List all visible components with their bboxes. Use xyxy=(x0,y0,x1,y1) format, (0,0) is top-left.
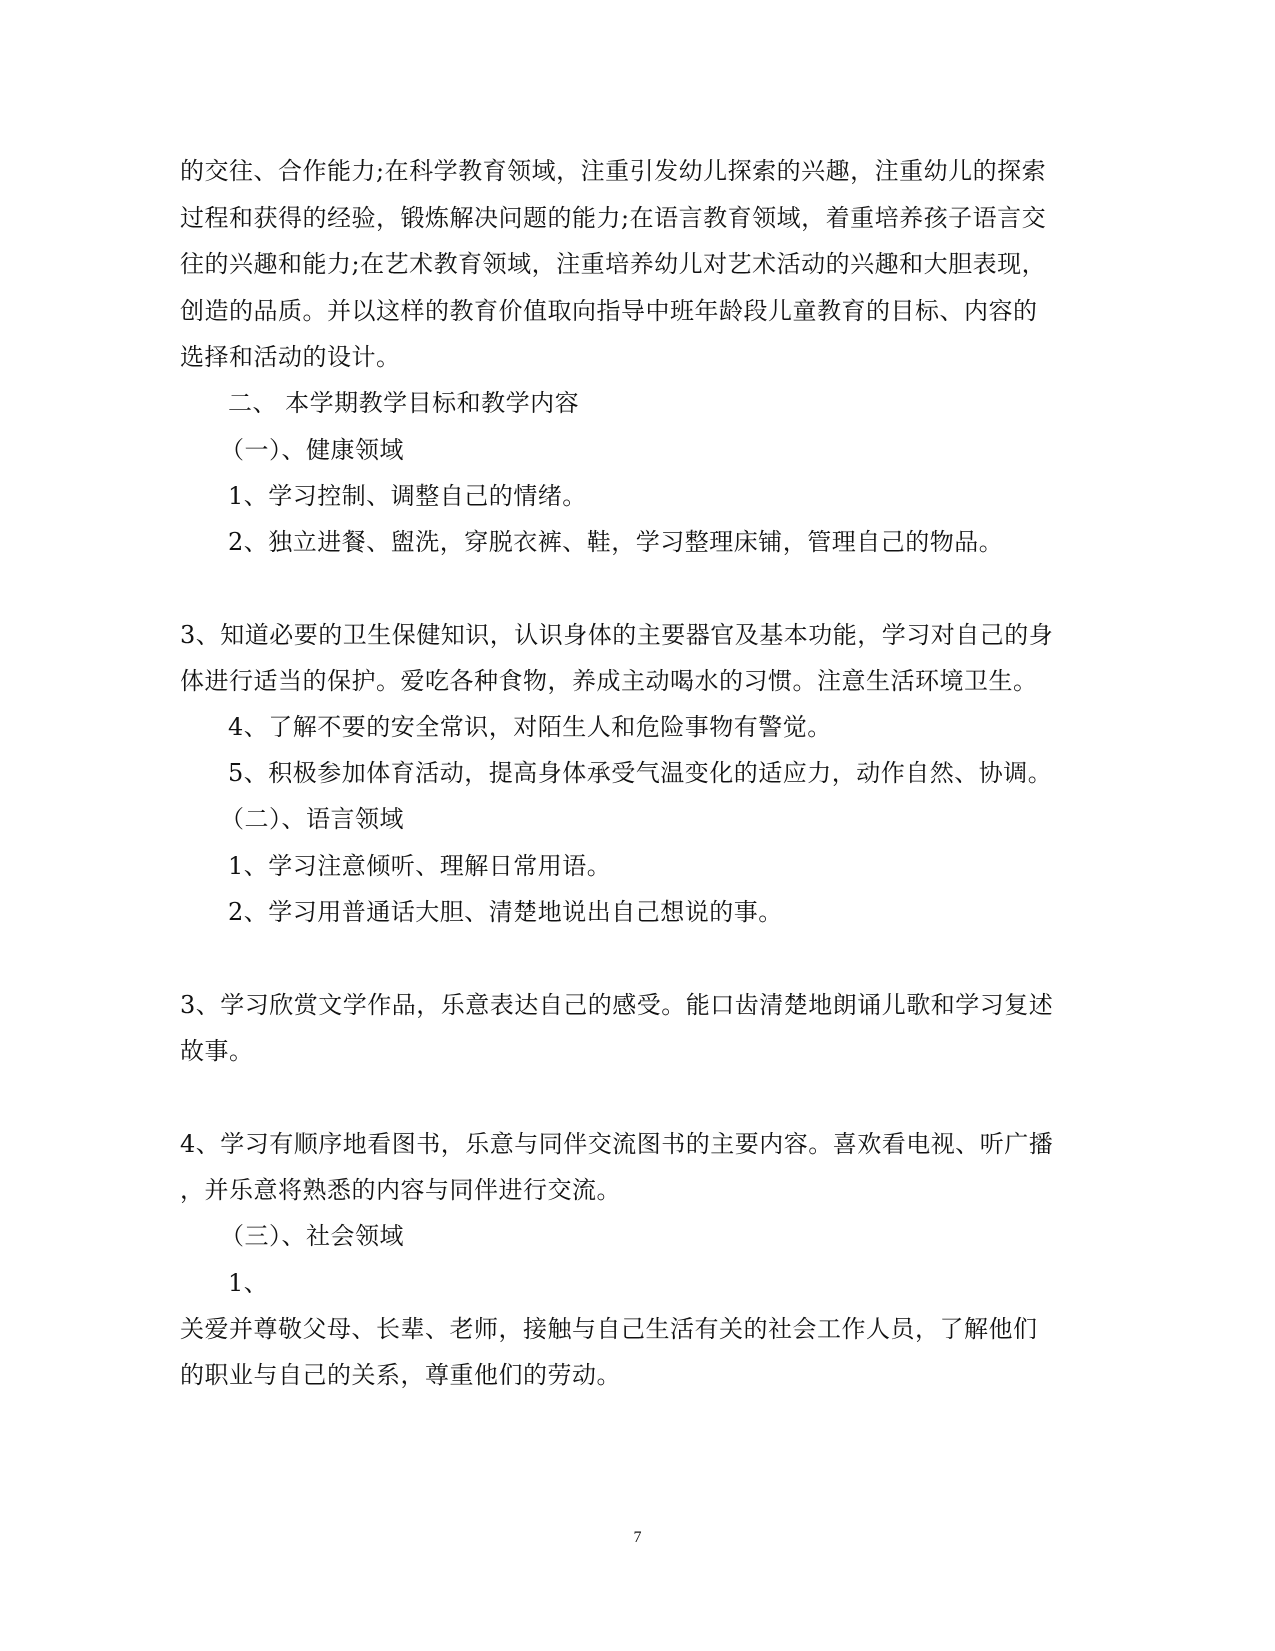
body-text-line: 过程和获得的经验，锻炼解决问题的能力;在语言教育领域，着重培养孩子语言交 xyxy=(180,204,1047,232)
list-item: 2、独立进餐、盥洗，穿脱衣裤、鞋，学习整理床铺，管理自己的物品。 xyxy=(228,528,1004,556)
list-item-continuation: ，并乐意将熟悉的内容与同伴进行交流。 xyxy=(180,1176,621,1204)
body-text-line: 往的兴趣和能力;在艺术教育领域，注重培养幼儿对艺术活动的兴趣和大胆表现， xyxy=(180,250,1047,278)
section-heading: 二、 本学期教学目标和教学内容 xyxy=(228,389,580,417)
list-item: 2、学习用普通话大胆、清楚地说出自己想说的事。 xyxy=(228,898,783,926)
list-item: 5、积极参加体育活动，提高身体承受气温变化的适应力，动作自然、协调。 xyxy=(228,759,1053,787)
list-item-continuation: 体进行适当的保护。爱吃各种食物，养成主动喝水的习惯。注意生活环境卫生。 xyxy=(180,667,1038,695)
list-item: 1、学习注意倾听、理解日常用语。 xyxy=(228,852,612,880)
list-item: 3、学习欣赏文学作品，乐意表达自己的感受。能口齿清楚地朗诵儿歌和学习复述 xyxy=(180,991,1054,1019)
body-text-line: 选择和活动的设计。 xyxy=(180,343,401,371)
list-item-continuation: 的职业与自己的关系，尊重他们的劳动。 xyxy=(180,1361,621,1389)
subsection-heading: （一）、健康领域 xyxy=(220,436,404,464)
list-item-continuation: 故事。 xyxy=(180,1037,254,1065)
list-item: 4、学习有顺序地看图书，乐意与同伴交流图书的主要内容。喜欢看电视、听广播 xyxy=(180,1130,1054,1158)
body-text-line: 创造的品质。并以这样的教育价值取向指导中班年龄段儿童教育的目标、内容的 xyxy=(180,297,1038,325)
list-item: 关爱并尊敬父母、长辈、老师，接触与自己生活有关的社会工作人员，了解他们 xyxy=(180,1315,1038,1343)
list-item-number: 1、 xyxy=(228,1269,269,1297)
subsection-heading: （二）、语言领域 xyxy=(220,805,404,833)
subsection-heading: （三）、社会领域 xyxy=(220,1222,404,1250)
list-item: 4、了解不要的安全常识，对陌生人和危险事物有警觉。 xyxy=(228,713,832,741)
list-item: 3、知道必要的卫生保健知识，认识身体的主要器官及基本功能，学习对自己的身 xyxy=(180,621,1054,649)
page-number: 7 xyxy=(633,1529,642,1546)
body-text-line: 的交往、合作能力;在科学教育领域，注重引发幼儿探索的兴趣，注重幼儿的探索 xyxy=(180,157,1047,185)
list-item: 1、学习控制、调整自己的情绪。 xyxy=(228,482,587,510)
